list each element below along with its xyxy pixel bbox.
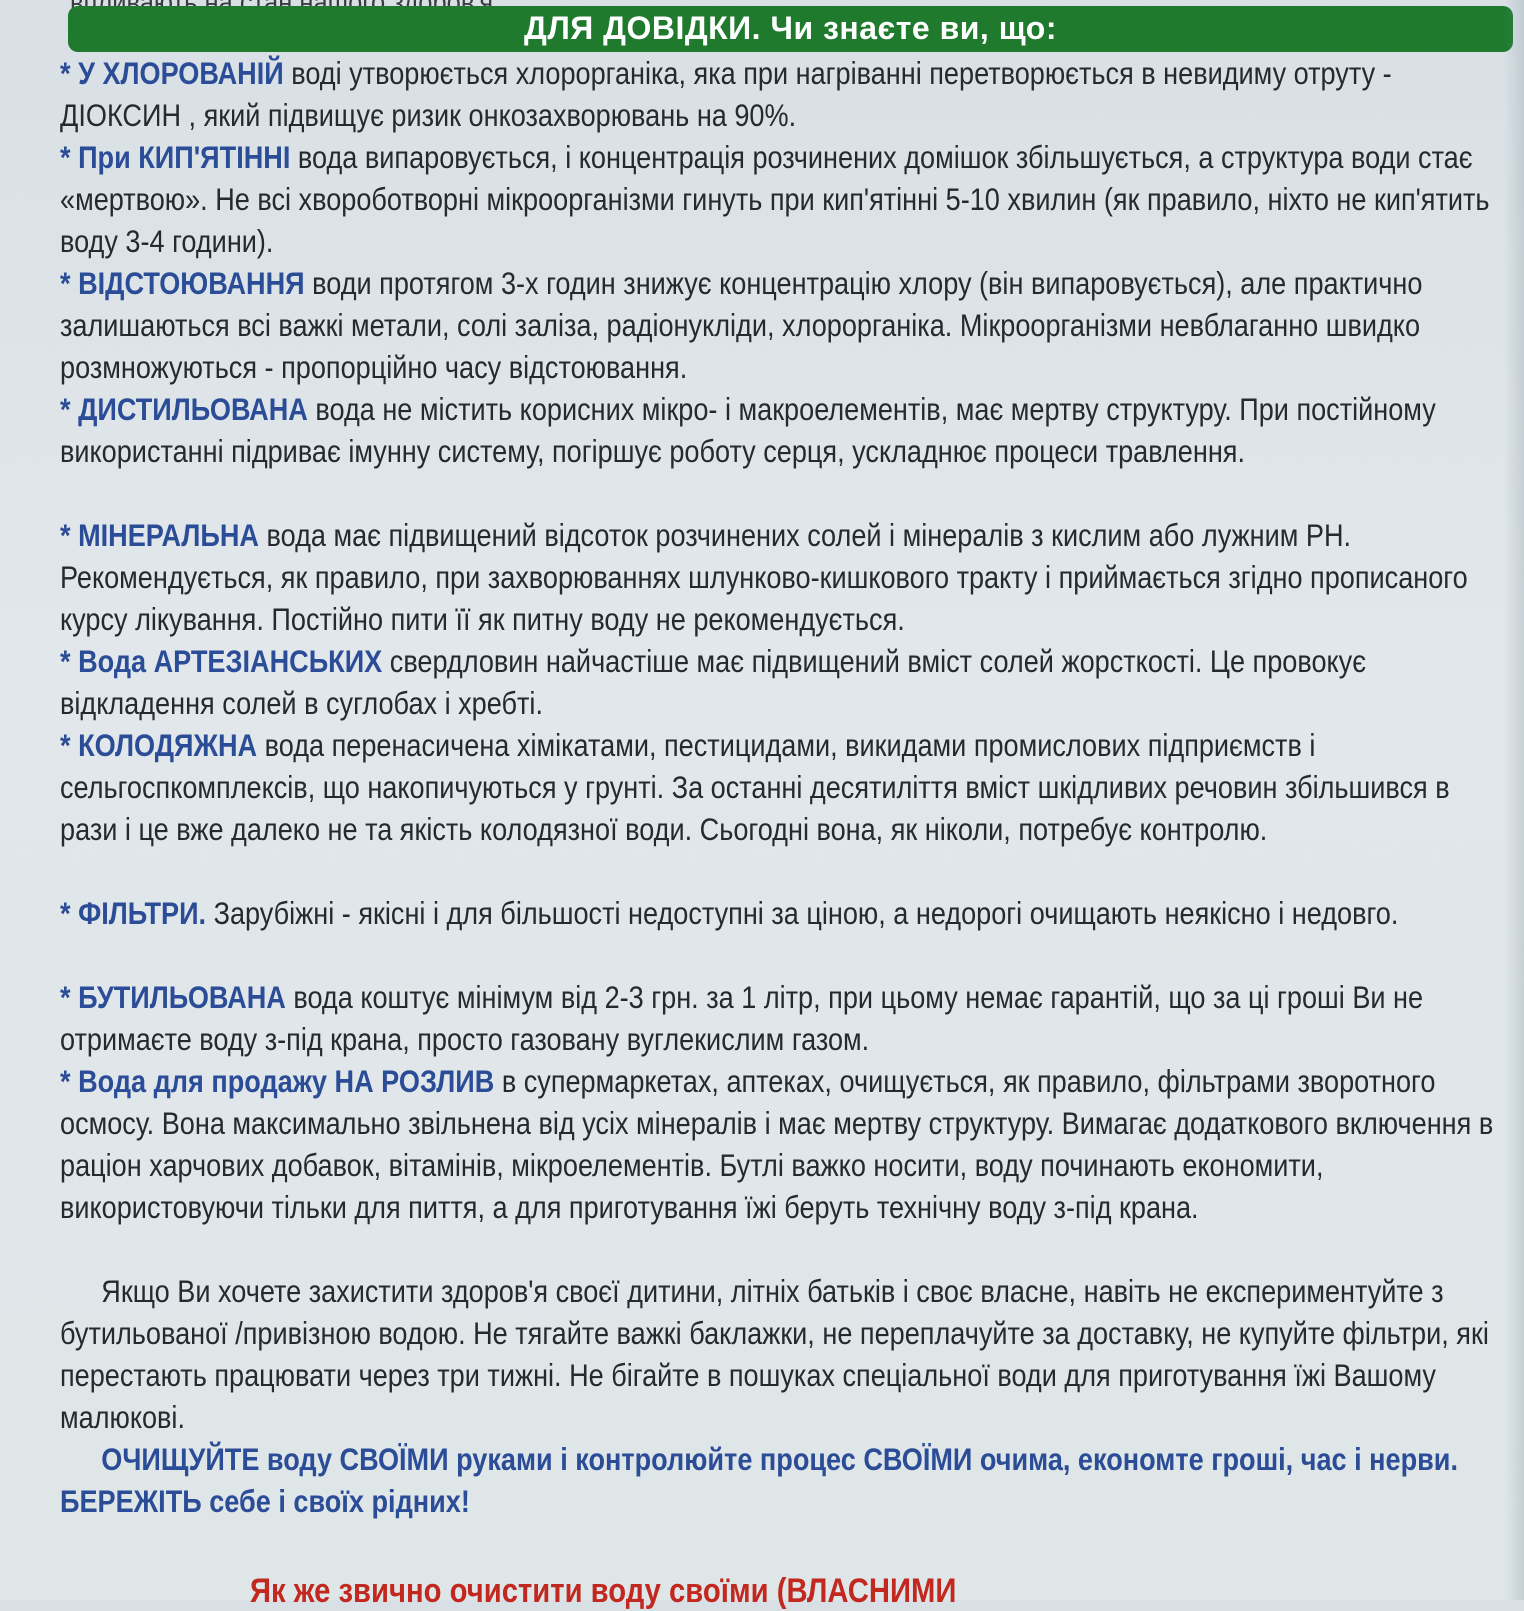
fact-filters: [60, 892, 1513, 976]
fact-keyword: * ФІЛЬТРИ.: [60, 895, 207, 931]
fact-text: Зарубіжні - якісні і для більшості недоступні за ціною, а недорогі очищають неякісно і недовго.: [206, 895, 1399, 931]
fact-distilled: [60, 388, 1513, 514]
banner-title: ДЛЯ ДОВІДКИ. Чи знаєте ви, що:: [524, 10, 1057, 46]
fact-keyword: * Вода для продажу НА РОЗЛИВ: [60, 1063, 495, 1099]
fact-keyword: * КОЛОДЯЖНА: [60, 727, 258, 763]
fact-text: вода коштує мінімум від 2-3 грн. за 1 літр, при цьому немає гарантій, що за ці гроші Ви не отримаєте воду з-під крана, просто газовану вуглекислим газом.: [60, 979, 1424, 1057]
advice-paragraph: Якщо Ви хочете захистити здоров'я своєї дитини, літніх батьків і своє власне, навіть не експериментуйте з бутильованої /привізною водою. Не тягайте важкі баклажки, не переплачуйте за доставку, не купуйте фільтри, які перестають працювати через три тижні. Не бігайте в пошуках спеціальної води для приготування їжі Вашому малюкові.: [60, 1273, 1489, 1435]
fact-keyword: * При КИП'ЯТІННІ: [60, 139, 291, 175]
fact-keyword: * Вода АРТЕЗІАНСЬКИХ: [60, 643, 383, 679]
fact-chlorinated: [60, 52, 1513, 136]
fact-text: вода має підвищений відсоток розчинених солей і мінералів з кислим або лужним PH. Рекомендується, як правило, при захворюваннях шлунково-кишкового тракту і приймається згідно прописаного курсу лікування. Постійно пити її як питну воду не рекомендується.: [60, 517, 1468, 637]
fact-text: в супермаркетах, аптеках, очищується, як правило, фільтрами зворотного осмосу. Вона максимально звільнена від усіх мінералів і має мертву структуру. Вимагає додаткового включення в раціон харчових добавок, вітамінів, мікроелементів. Бутлі важко носити, воду починають економити, використовуючи тільки для пиття, а для приготування їжі беруть технічну воду з-під крана.: [60, 1063, 1494, 1225]
fact-keyword: * ДИСТИЛЬОВАНА: [60, 391, 308, 427]
fact-settling: [60, 262, 1513, 388]
fact-keyword: * У ХЛОРОВАНІЙ: [60, 55, 284, 91]
page-edge-shadow: [1504, 0, 1524, 1600]
fact-text: води протягом 3-х годин знижує концентрацію хлору (він випаровується), але практично залишаються всі важкі метали, солі заліза, радіонукліди, хлорорганіка. Мікроорганізми невблаганно швидко розмножуються - пропорційно часу відстоювання.: [60, 265, 1423, 385]
fact-bottled: [60, 976, 1513, 1060]
bottom-partial-heading: Як же звично очистити воду своїми (ВЛАСНИМИ: [250, 1572, 957, 1610]
fact-well: [60, 724, 1513, 892]
fact-text: вода випаровується, і концентрація розчинених домішок збільшується, а структура води стає «мертвою». Не всі хвороботворні мікроорганізми гинуть при кип'ятінні 5-10 хвилин (як правило, ніхто не кип'ятить воду 3-4 години).: [60, 139, 1490, 259]
fact-text: вода не містить корисних мікро- і макроелементів, має мертву структуру. При постійному використанні підриває імунну систему, погіршує роботу серця, ускладнює процеси травлення.: [60, 391, 1436, 469]
fact-text: свердловин найчастіше має підвищений вміст солей жорсткості. Це провокує відкладення солей в суглобах і хребті.: [60, 643, 1367, 721]
fact-text: воді утворюється хлорорганіка, яка при нагріванні перетворюється в невидиму отруту - ДІОКСИН , який підвищує ризик онкозахворювань на 90%.: [60, 55, 1392, 133]
facts-list: [60, 52, 1515, 1522]
fact-text: вода перенасичена хімікатами, пестицидами, викидами промислових підприємств і сельгоспкомплексів, що накопичуються у грунті. За останні десятиліття вміст шкідливих речовин збільшився в рази і це вже далеко не та якість колодязної води. Сьогодні вона, як ніколи, потребує контролю.: [60, 727, 1450, 847]
closing-slogan: ОЧИЩУЙТЕ воду СВОЇМИ руками і контролюйте процес СВОЇМИ очима, економте гроші, час і нерви. БЕРЕЖІТЬ себе і своїх рідних!: [60, 1441, 1458, 1519]
fact-mineral: [60, 514, 1513, 640]
fact-artesian: [60, 640, 1513, 724]
fact-bulk-sale: [60, 1060, 1513, 1270]
reference-banner: [68, 6, 1513, 52]
fact-keyword: * БУТИЛЬОВАНА: [60, 979, 286, 1015]
fact-keyword: * ВІДСТОЮВАННЯ: [60, 265, 305, 301]
fact-boiling: [60, 136, 1513, 262]
fact-keyword: * МІНЕРАЛЬНА: [60, 517, 259, 553]
